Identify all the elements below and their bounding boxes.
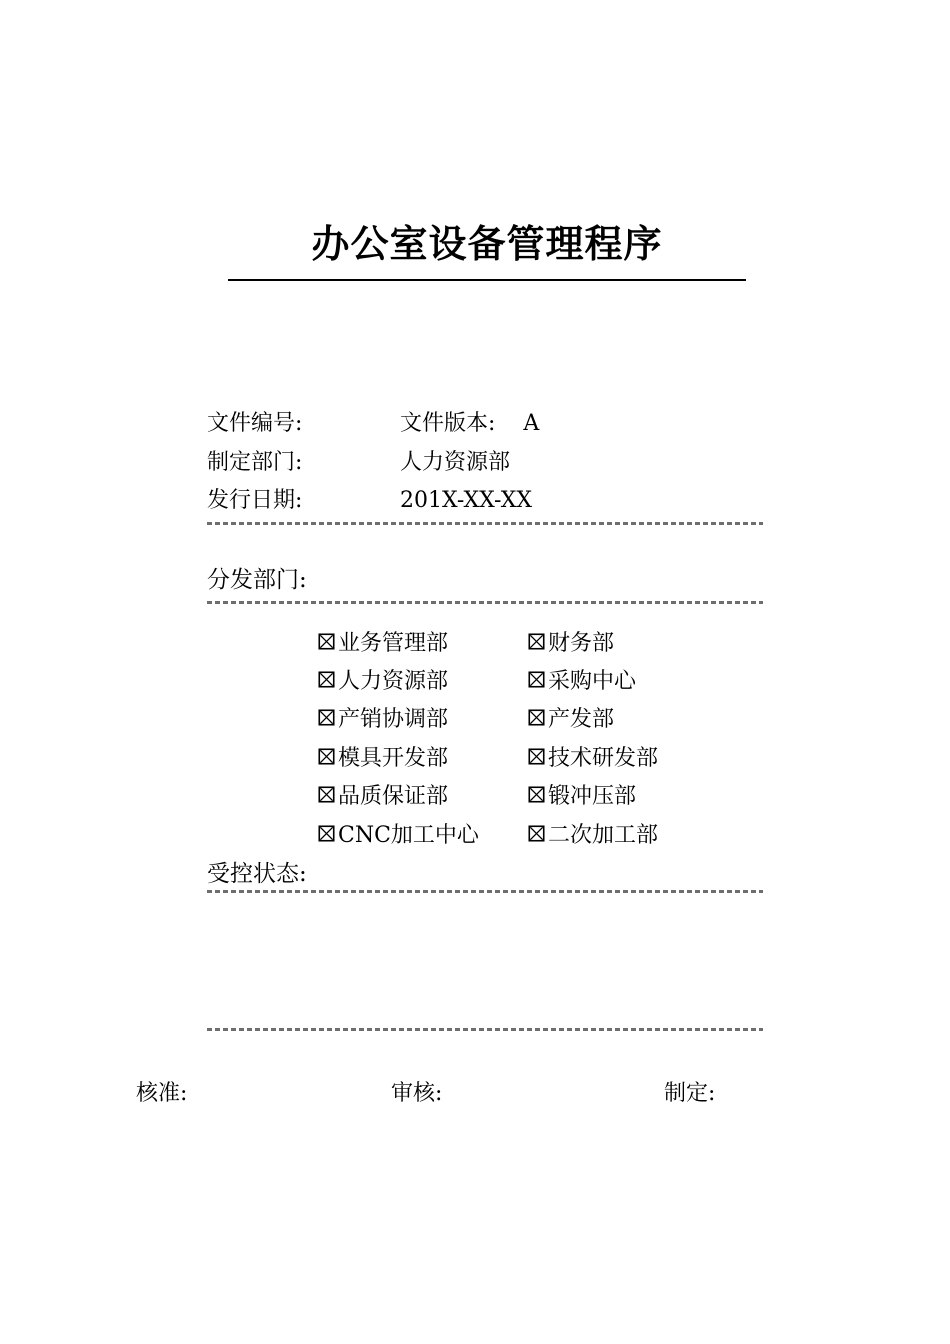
checkbox-checked-icon xyxy=(528,633,545,650)
dept-name: 技术研发部 xyxy=(548,745,659,771)
checkbox-checked-icon xyxy=(528,825,545,842)
dept-name: 业务管理部 xyxy=(338,630,449,656)
dept-item xyxy=(318,814,528,852)
dept-item xyxy=(528,660,768,698)
dept-name: 人力资源部 xyxy=(338,669,449,695)
dept-item xyxy=(528,814,768,852)
checkbox-checked-icon xyxy=(318,671,335,688)
checkbox-checked-icon xyxy=(318,748,335,765)
dept-name: 模具开发部 xyxy=(338,745,449,771)
checkbox-checked-icon xyxy=(318,825,335,842)
dept-name: 采购中心 xyxy=(548,669,637,695)
info-row-drafting-dept xyxy=(207,450,510,476)
dept-item xyxy=(318,660,528,698)
dept-item xyxy=(318,699,528,737)
dept-name: 品质保证部 xyxy=(338,784,449,810)
info-row-issue-date xyxy=(207,488,532,514)
approve-label: 核准: xyxy=(136,1081,188,1106)
dept-name: CNC加工中心 xyxy=(338,822,479,848)
dept-item xyxy=(528,622,768,660)
dashed-divider xyxy=(207,1028,763,1031)
checkbox-checked-icon xyxy=(318,786,335,803)
checkbox-checked-icon xyxy=(528,671,545,688)
checkbox-checked-icon xyxy=(528,786,545,803)
doc-version-label: 文件版本: xyxy=(400,411,496,436)
drafting-dept-value: 人力资源部 xyxy=(400,450,511,475)
dept-name: 锻冲压部 xyxy=(548,784,637,810)
dept-item xyxy=(528,699,768,737)
checkbox-checked-icon xyxy=(528,748,545,765)
dashed-divider xyxy=(207,601,763,604)
department-checklist xyxy=(318,622,768,852)
dept-item xyxy=(528,737,768,775)
checkbox-checked-icon xyxy=(318,633,335,650)
dept-name: 产发部 xyxy=(548,707,615,733)
dept-item xyxy=(318,776,528,814)
doc-number-label: 文件编号: xyxy=(207,411,303,436)
title-block xyxy=(228,218,746,281)
dept-name: 二次加工部 xyxy=(548,822,659,848)
distribution-section-label: 分发部门: xyxy=(207,567,307,593)
checkbox-checked-icon xyxy=(528,709,545,726)
review-label: 审核: xyxy=(391,1081,443,1106)
page-title: 办公室设备管理程序 xyxy=(311,221,663,266)
controlled-state-label: 受控状态: xyxy=(207,861,307,887)
issue-date-label: 发行日期: xyxy=(207,488,303,513)
info-row-doc-number xyxy=(207,411,539,437)
drafting-dept-label: 制定部门: xyxy=(207,450,303,475)
dept-item xyxy=(318,622,528,660)
issue-date-value: 201X-XX-XX xyxy=(400,488,533,513)
dashed-divider xyxy=(207,522,763,525)
dept-item xyxy=(318,737,528,775)
dept-item xyxy=(528,776,768,814)
dept-name: 产销协调部 xyxy=(338,707,449,733)
checkbox-checked-icon xyxy=(318,709,335,726)
prepare-label: 制定: xyxy=(664,1081,716,1106)
dept-name: 财务部 xyxy=(548,630,615,656)
dashed-divider xyxy=(207,890,763,893)
doc-version-value: A xyxy=(523,411,540,436)
